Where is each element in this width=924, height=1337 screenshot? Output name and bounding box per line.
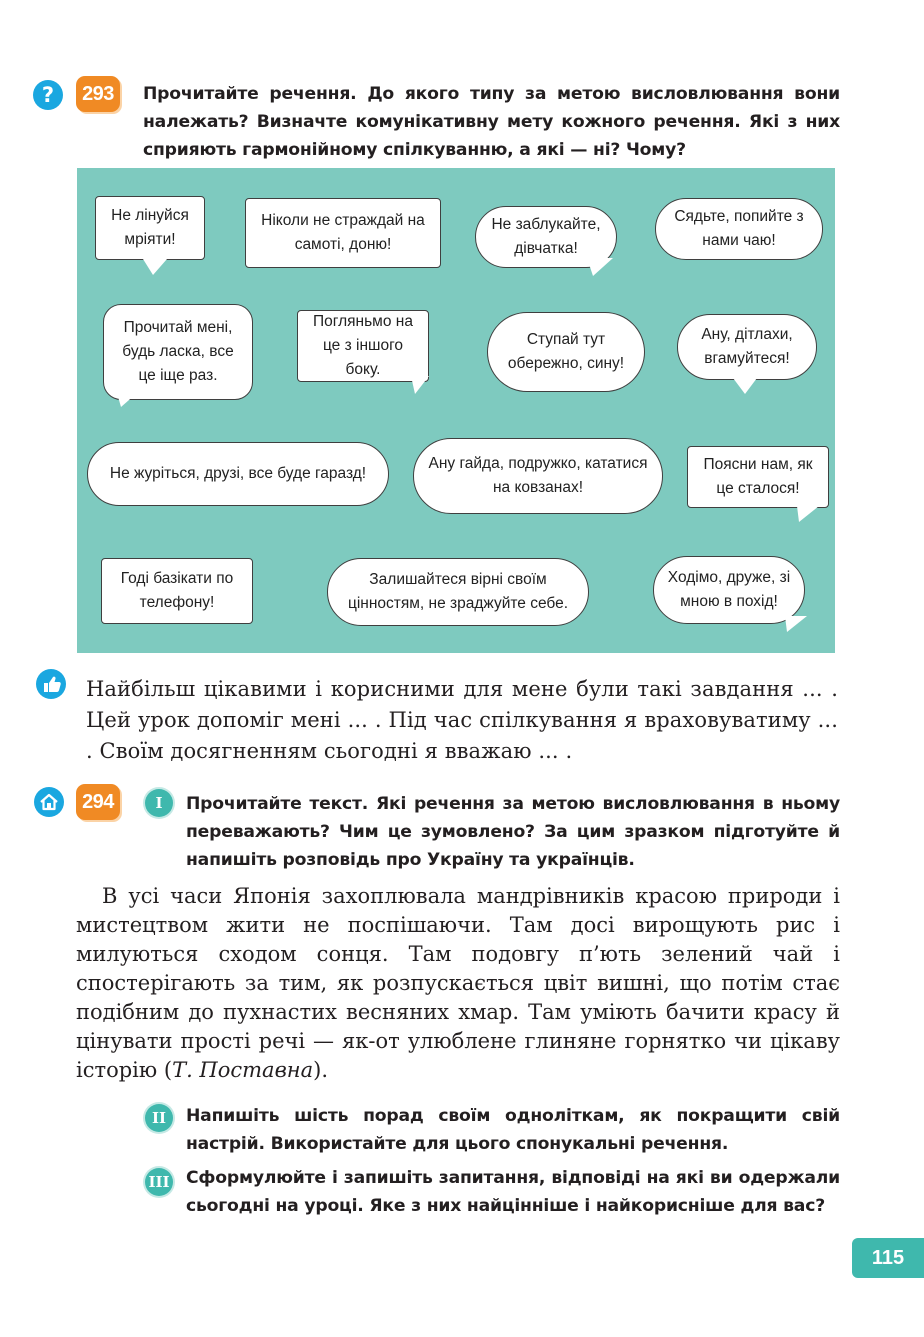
page-number: 115 [852, 1238, 924, 1278]
thumbs-up-icon [35, 668, 67, 700]
roman-numeral-badge: II [145, 1104, 173, 1132]
bubble-tail [733, 378, 757, 394]
roman-numeral-badge: I [145, 789, 173, 817]
speech-bubble: Не журіться, друзі, все буде гаразд! [87, 442, 389, 506]
task-number-badge: 293 [76, 76, 120, 112]
speech-bubble: Ступай тут обережно, сину! [487, 312, 645, 392]
reading-passage: В усі часи Японія захоплювала мандрівників красою природи і мистецтвом жити не поспішаючи. Там досі вирощують рис і милуються сходом сонця. Там подовгу п’ють зелений чай і спостерігають за тим, як розпускається цвіт вишні, що потім стає подібним до пухнастих весняних хмар. Там уміють бачити красу й цінувати прості речі — як-от улюблене глиняне горнятко чи цікаву історію (Т. Поставна). [76, 884, 840, 1082]
bubble-tail [785, 616, 807, 632]
bubble-tail [143, 259, 167, 275]
speech-bubble-panel [77, 168, 835, 653]
task-294-part3-instruction: Сформулюйте і запишіть запитання, відповіді на які ви одержали сьогодні на уроці. Яке з них найцінніше і найкорисніше для вас? [186, 1168, 840, 1216]
reflection-text: Найбільш цікавими і корисними для мене були такі завдання ... . Цей урок допоміг мені ... . Під час спілкування я враховуватиму ... . Своїм досягненням сьогодні я вважаю ... . [86, 677, 838, 763]
speech-bubble: Ніколи не страждай на самоті, доню! [245, 198, 441, 268]
speech-bubble: Годі базікати по телефону! [101, 558, 253, 624]
roman-numeral-badge: III [145, 1168, 173, 1196]
speech-bubble: Не заблукайте, дівчатка! [475, 206, 617, 268]
question-icon: ? [33, 80, 63, 110]
speech-bubble: Не лінуйся мріяти! [95, 196, 205, 260]
speech-bubble: Погляньмо на це з іншого боку. [297, 310, 429, 382]
speech-bubble: Прочитай мені, будь ласка, все це іще раз. [103, 304, 253, 400]
home-icon [33, 786, 65, 818]
speech-bubble: Ану гайда, подружко, кататися на ковзанах! [413, 438, 663, 514]
speech-bubble: Ходімо, друже, зі мною в похід! [653, 556, 805, 624]
task-294-part1-instruction: Прочитайте текст. Які речення за метою висловлювання в ньому переважають? Чим це зумовлено? За цим зразком підготуйте й напишіть розповідь про Україну та українців. [186, 794, 840, 870]
passage-author: Т. Поставна [172, 1058, 314, 1082]
speech-bubble: Поясни нам, як це сталося! [687, 446, 829, 508]
bubble-tail [411, 376, 429, 394]
task-294-part2-instruction: Напишіть шість порад своїм одноліткам, як покращити свій настрій. Використайте для цього спонукальні речення. [186, 1106, 840, 1154]
bubble-tail [117, 393, 137, 407]
speech-bubble: Залишайтеся вірні своїм цінностям, не зраджуйте себе. [327, 558, 589, 626]
speech-bubble: Сядьте, попийте з нами чаю! [655, 198, 823, 260]
speech-bubble: Ану, дітлахи, вгамуйтеся! [677, 314, 817, 380]
task-number-badge: 294 [76, 784, 120, 820]
bubble-tail [587, 258, 613, 276]
bubble-tail [797, 506, 819, 522]
task-293-instruction: Прочитайте речення. До якого типу за метою висловлювання вони належать? Визначте комунікативну мету кожного речення. Які з них сприяють гармонійному спілкуванню, а які — ні? Чому? [143, 84, 840, 160]
